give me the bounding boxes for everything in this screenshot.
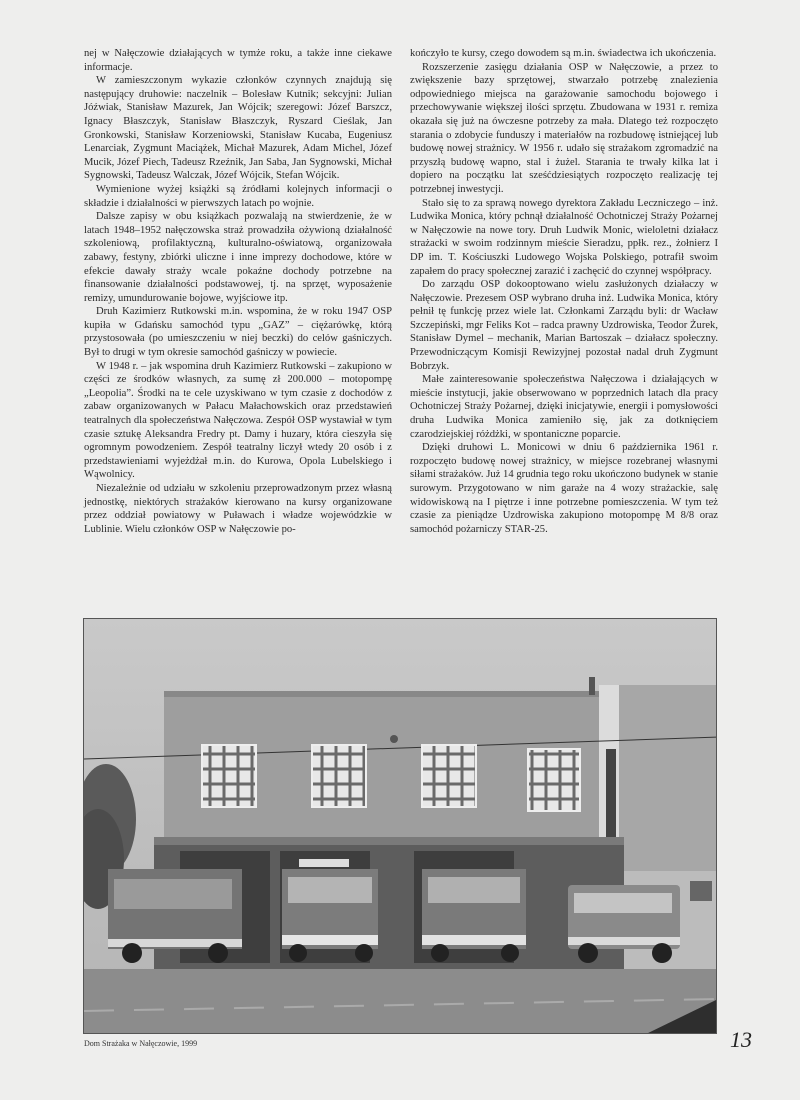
paragraph: Stało się to za sprawą nowego dyrektora Zakładu Leczniczego – inż. Ludwika Monica, który pchnął działalność Ochotniczej Straży Pożarnej w Nałęczowie na nowe tory. Druh Ludwik Monic, wieloletni działacz strażacki w swoim rodzinnym mieście Sieradzu, ppłk. rez., żołnierz I DP im. T. Kościuszki Ludowego Wojska Polskiego, potrafił swoim zapałem do pracy społecznej zarazić i zachęcić do czynnej współpracy. [410, 197, 718, 277]
paragraph: Wymienione wyżej książki są źródłami kolejnych informacji o składzie i działalności w pierwszych latach po wojnie. [84, 183, 392, 209]
page-number: 13 [730, 1027, 752, 1052]
paragraph: Rozszerzenie zasięgu działania OSP w Nałęczowie, a przez to zwiększenie bazy sprzętowej, stwarzało potrzebę znalezienia odpowiedniego miejsca na garażowanie samochodu bojowego i przechowywanie większej ilości sprzętu. Zbudowana w 1931 r. remiza okazała się już na ówczesne potrzeby za mała. Dlatego też rozpoczęto starania o zdobycie funduszy i materiałów na rozbudowę istniejącej lub budowę nowej strażnicy. W 1956 r. udało się strażakom zgromadzić na przyszłą budowę wapno, stal i żużel. Starania te trwały kilka lat i dopiero na początku lat sześćdziesiątych rozpoczęto realizację tej potrzebnej inwestycji. [410, 61, 718, 195]
truck-2 [282, 859, 378, 962]
fire-station-photo [83, 618, 717, 1034]
paragraph: Małe zainteresowanie społeczeństwa Nałęczowa i działających w mieście instytucji, jakie obserwowano w poprzednich latach dla pracy Ochotniczej Straży Pożarnej, dzięki inicjatywie, energii i pomysłowości druha Ludwika Monica zamieniło się, jak za dotknięciem czarodziejskiej różdżki, w spontaniczne poparcie. [410, 374, 718, 440]
truck-3 [422, 869, 526, 962]
paragraph: Druh Kazimierz Rutkowski m.in. wspomina, że w roku 1947 OSP kupiła w Gdańsku samochód typu „GAZ” – ciężarówkę, którą przystosowała (po umieszczeniu w niej beczki) do celów gaśniczych. Był to drugi w tym okresie samochód gaśniczy w powiecie. [84, 306, 392, 359]
paragraph: Niezależnie od udziału w szkoleniu przeprowadzonym przez własną jednostkę, niektórych strażaków kierowano na kursy organizowane przez oddział powiatowy w Puławach i władze wojewódzkie w Lublinie. Wielu członków OSP w Nałęczowie po- [84, 483, 392, 535]
paragraph: nej w Nałęczowie działających w tymże roku, a także inne ciekawe informacje. [84, 48, 392, 73]
paragraph: Dalsze zapisy w obu książkach pozwalają na stwierdzenie, że w latach 1948–1952 nałęczowska straż prowadziła ożywioną działalność szkoleniową, profilaktyczną, kulturalno-oświatową, organizowała zabawy, festyny, zbiórki uliczne i inne imprezy dochodowe, które w efekcie dawały straży wcale pokaźne dochody potrzebne na finansowanie działalności podstawowej, tj. na sprzęt, wyposażenie remizy, umundurowanie bojowe, wyjściowe itp. [84, 211, 392, 304]
paragraph: Dzięki druhowi L. Monicowi w dniu 6 października 1961 r. rozpoczęto budowę nowej strażnicy, w miejsce rozebranej własnymi siłami strażaków. Już 14 grudnia tego roku ukończono budynek w stanie surowym. Przygotowano w nim garaże na 4 wozy strażackie, salę widowiskową na I piętrze i inne potrzebne pomieszczenia. W tym też czasie za pieniądze Uzdrowiska zakupiono motopompę M 8/8 oraz samochód pożarniczy STAR-25. [410, 442, 718, 535]
text-column-left [84, 47, 392, 536]
paragraph: kończyło te kursy, czego dowodem są m.in. świadectwa ich ukończenia. [410, 48, 717, 59]
paragraph: W zamieszczonym wykazie członków czynnych znajdują się następujący druhowie: naczelnik – Bolesław Kutnik; sekcyjni: Julian Jóźwiak, Stanisław Mazurek, Jan Wójcik; szeregowi: Józef Barszcz, Ignacy Błaszczyk, Stanisław Błaszczyk, Ryszard Cieślak, Jan Gronkowski, Stanisław Korzeniowski, Stanisław Kucaba, Eugeniusz Lenarciak, Zygmunt Maciążek, Michał Mazurek, Adam Michel, Józef Mucik, Józef Piech, Tadeusz Rzeźnik, Jan Saba, Jan Sygnowski, Michał Sygnowski, Tadeusz Walczak, Józef Wójcik, Stefan Wójcik. [84, 75, 392, 182]
photo-caption: Dom Strażaka w Nałęczowie, 1999 [84, 1039, 198, 1048]
text-column-right [410, 47, 718, 536]
paragraph: W 1948 r. – jak wspomina druh Kazimierz Rutkowski – zakupiono w części ze środków własnych, za sumę zł 200.000 – motopompę „Leopolia”. Środki na te cele uzyskiwano w tym czasie z dochodów z zabaw organizowanych w Pałacu Małachowskich oraz przedstawień teatralnych dla społeczeństwa Nałęczowa. Zespół OSP wystawiał w tym czasie sztukę Aleksandra Fredry pt. Damy i huzary, która cieszyła się ogromnym powodzeniem. Zespół teatralny liczył wtedy 20 osób i z przedstawieniami wyjeżdżał m.in. do Kurowa, Opola Lubelskiego i Wąwolnicy. [84, 360, 392, 481]
paragraph: Do zarządu OSP dokooptowano wielu zasłużonych działaczy w Nałęczowie. Prezesem OSP wybrano druha inż. Ludwika Monica, który pełnił tę funkcję przez wiele lat. Członkami Zarządu byli: dr Wacław Szczepiński, mgr Feliks Kot – radca prawny Uzdrowiska, Teodor Żurek, Stanisław Dymel – mechanik, Marian Bartoszak – działacz społeczny. Przewodniczącym Komisji Rewizyjnej pozostał nadal druh Zygmunt Bobrzyk. [410, 279, 718, 372]
truck-1 [108, 869, 242, 963]
